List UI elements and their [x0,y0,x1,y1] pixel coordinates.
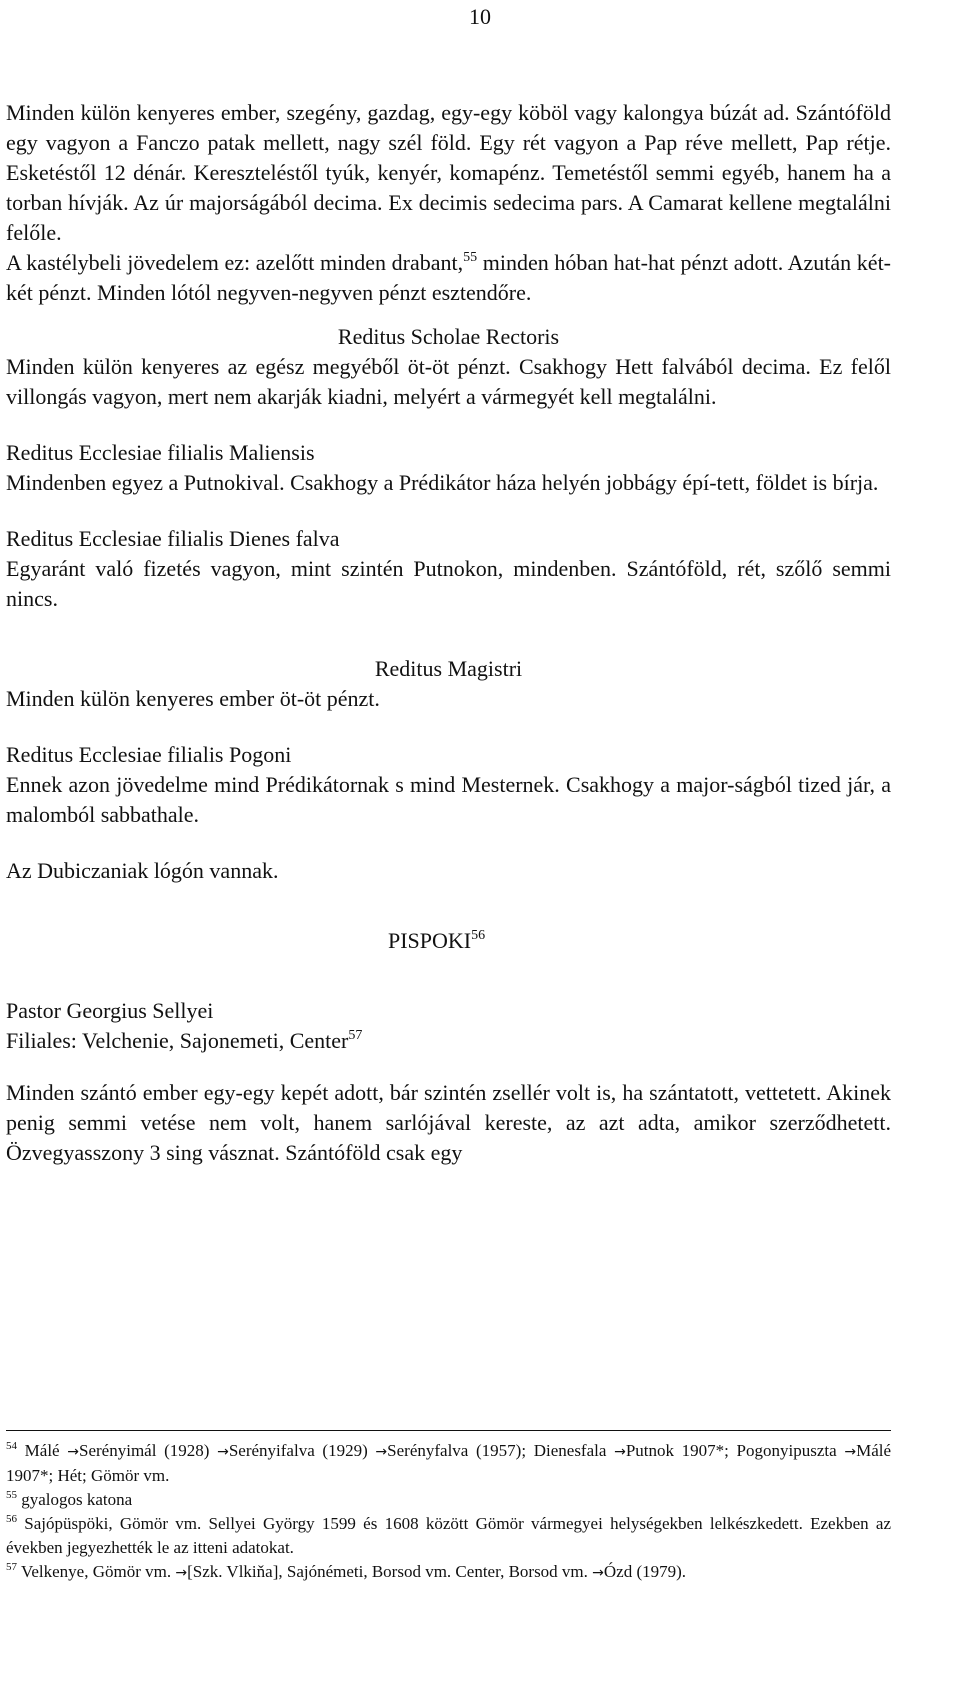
fn54-text-a: Málé [17,1441,68,1460]
castle-income-text-a: A kastélybeli jövedelem ez: azelőtt minden drabant, [6,250,464,275]
fn55-text: gyalogos katona [17,1490,133,1509]
castle-income-text-b: minden hóban hat-hat pénzt adott. Azután két-két pénzt. Minden lótól negyven-negyven pénzt esztendőre. [6,250,892,305]
pispoki-title: PISPOKI [388,928,472,953]
fn57-text-b: [Szk. Vlkiňa], Sajónémeti, Borsod vm. Center, Borsod vm. [187,1562,593,1581]
footnote-57 [6,1560,891,1585]
footnote-ref-56[interactable]: 56 [471,928,486,943]
footnote-56 [6,1512,891,1560]
footnote-number-55: 55 [6,1489,17,1501]
pastor-line: Pastor Georgius Sellyei [6,998,214,1023]
fn54-text-f: Málé 1907*; Hét; Gömör vm. [6,1441,892,1485]
filiales-line [6,1026,891,1056]
footnote-ref-55[interactable]: 55 [463,250,478,265]
footnote-55 [6,1488,891,1512]
paragraph-maliensis: Mindenben egyez a Putnokival. Csakhogy a Prédikátor háza helyén jobbágy épí-tett, földet is bírja. [6,470,879,495]
footnote-ref-57[interactable]: 57 [348,1028,363,1043]
paragraph-scholae: Minden külön kenyeres az egész megyéből öt-öt pénzt. Csakhogy Hett falvából decima. Ez felől villongás vagyon, mert nem akarják kiadni, melyért a vármegyét kell megtalálni. [6,354,891,409]
arrow-icon: → [67,1444,80,1460]
fn54-text-b: Serényimál (1928) [79,1441,218,1460]
arrow-icon: → [614,1444,626,1460]
arrow-icon: → [175,1565,188,1581]
paragraph-dubiczaniak: Az Dubiczaniak lógón vannak. [6,858,279,883]
fn57-text-a: Velkenye, Gömör vm. [17,1562,176,1581]
fn57-text-c: Ózd (1979). [603,1562,687,1581]
main-text [6,98,891,1168]
heading-reditus-magistri: Reditus Magistri [374,656,523,681]
arrow-icon: → [375,1444,388,1460]
heading-reditus-pogoni: Reditus Ecclesiae filialis Pogoni [6,742,292,767]
footnotes [6,1430,891,1585]
footnote-number-57: 57 [6,1561,17,1573]
fn54-text-d: Serényfalva (1957); Dienesfala [387,1441,615,1460]
fn54-text-e: Putnok 1907*; Pogonyipuszta [625,1441,845,1460]
paragraph-castle-income [6,248,891,308]
footnote-number-54: 54 [6,1440,17,1452]
arrow-icon: → [217,1444,229,1460]
paragraph-szanto: Minden szántó ember egy-egy kepét adott, bár szintén zsellér volt is, ha szántatott, vettetett. Akinek penig semmi vetése nem volt, hanem sarlójával kereste, az azt adta, amikor szerződhetett. Özvegyasszony 3 sing vásznat. Szántóföld csak egy [6,1080,891,1165]
footnote-54 [6,1439,891,1488]
fn56-text: Sajópüspöki, Gömör vm. Sellyei György 1599 és 1608 között Gömör vármegyei helységekben lelkészkedett. Ezekben az években jegyezhették le az itteni adatokat. [6,1514,891,1557]
paragraph-income: Minden külön kenyeres ember, szegény, gazdag, egy-egy köböl vagy kalongya búzát ad. Szántóföld egy vagyon a Fanczo patak mellett, nagy szél föld. Egy rét vagyon a Pap réve mellett, Pap rétje. Esketéstől 12 dénár. Kereszteléstől tyúk, kenyér, komapénz. Temetéstől semmi egyéb, hanem ha a torban hívják. Az úr majorságából decima. Ex decimis sedecima pars. A Camarat kellene megtalálni felőle. [6,100,891,245]
footnote-number-56: 56 [6,1513,17,1525]
fn54-text-c: Serényifalva (1929) [228,1441,376,1460]
page-number: 10 [469,4,491,29]
filiales-text: Filiales: Velchenie, Sajonemeti, Center [6,1028,349,1053]
heading-pispoki [6,926,891,956]
paragraph-pogoni: Ennek azon jövedelme mind Prédikátornak s mind Mesternek. Csakhogy a major-ságból tized jár, a malomból sabbathale. [6,772,891,827]
paragraph-magistri: Minden külön kenyeres ember öt-öt pénzt. [6,686,380,711]
arrow-icon: → [592,1565,604,1581]
heading-reditus-maliensis: Reditus Ecclesiae filialis Maliensis [6,440,315,465]
heading-reditus-scholae: Reditus Scholae Rectoris [337,324,560,349]
heading-reditus-dienes: Reditus Ecclesiae filialis Dienes falva [6,526,340,551]
arrow-icon: → [844,1444,857,1460]
paragraph-dienes: Egyaránt való fizetés vagyon, mint szintén Putnokon, mindenben. Szántóföld, rét, szőlő semmi nincs. [6,556,891,611]
footnote-rule [6,1430,891,1431]
